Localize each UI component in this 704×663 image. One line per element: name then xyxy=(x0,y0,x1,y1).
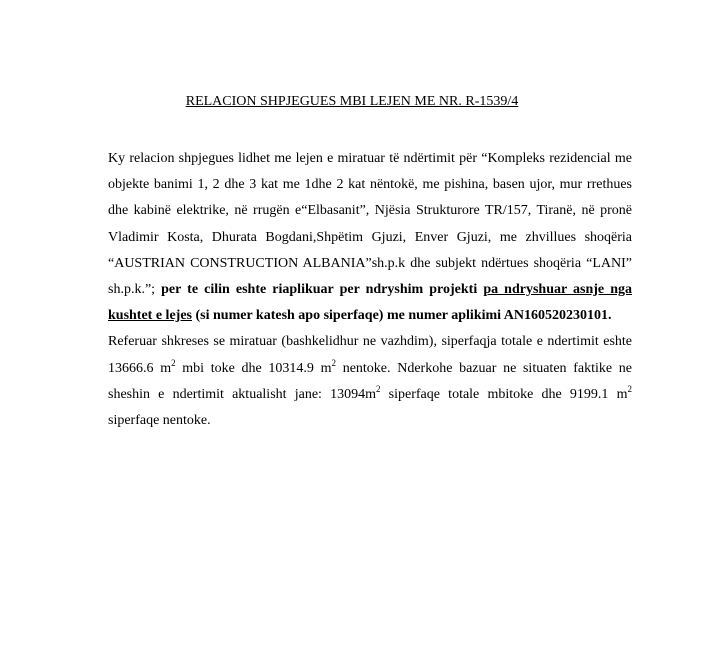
paragraph1-bold-end-text: (si numer katesh apo siperfaqe) me numer aplikimi AN160520230101. xyxy=(192,308,612,324)
paragraph-surface-areas xyxy=(108,329,632,434)
document-body xyxy=(108,146,632,434)
paragraph1-underlined-text: pa ndryshuar asnje nga kushtet e lejes xyxy=(108,282,633,324)
paragraph1-bold-text: per te cilin eshte riaplikuar per ndryshim projekti xyxy=(161,282,484,298)
paragraph2-part4: siperfaqe totale mbitoke dhe 9199.1 m xyxy=(380,386,628,402)
superscript-2: 2 xyxy=(171,357,176,368)
paragraph-permit-description xyxy=(108,146,632,329)
document-title xyxy=(0,93,704,111)
paragraph2-part1: Referuar shkreses se miratuar (bashkelidhur ne vazhdim), siperfaqja totale e ndertimit eshte 13666.6 m xyxy=(108,334,632,376)
paragraph2-part3: nentoke. Nderkohe bazuar ne situaten faktike ne sheshin e ndertimit aktualisht jane: 13094m xyxy=(108,360,632,402)
paragraph1-text: Ky relacion shpjegues lidhet me lejen e miratuar të ndërtimit për “Kompleks rezidencial me objekte banimi 1, 2 dhe 3 kat me 1dhe 2 kat nëntokë, me pishina, basen ujor, mur rrethues dhe kabinë elektrike, në rrugën e“Elbasanit”, Njësia Strukturore TR/157, Tiranë, në pronë Vladimir Kosta, Dhurata Bogdani,Shpëtim Gjuzi, Enver Gjuzi, me zhvillues shoqëria “AUSTRIAN CONSTRUCTION ALBANIA”sh.p.k dhe subjekt ndërtues shoqëria “LANI” sh.p.k.”; xyxy=(108,151,632,298)
paragraph2-part5: siperfaqe nentoke. xyxy=(108,413,211,429)
superscript-2: 2 xyxy=(331,357,337,368)
superscript-2: 2 xyxy=(376,383,381,394)
superscript-2: 2 xyxy=(627,383,632,394)
paragraph2-part2: mbi toke dhe 10314.9 m xyxy=(175,360,332,376)
document-title-text: RELACION SHPJEGUES MBI LEJEN ME NR. R-1539/4 xyxy=(185,94,519,109)
